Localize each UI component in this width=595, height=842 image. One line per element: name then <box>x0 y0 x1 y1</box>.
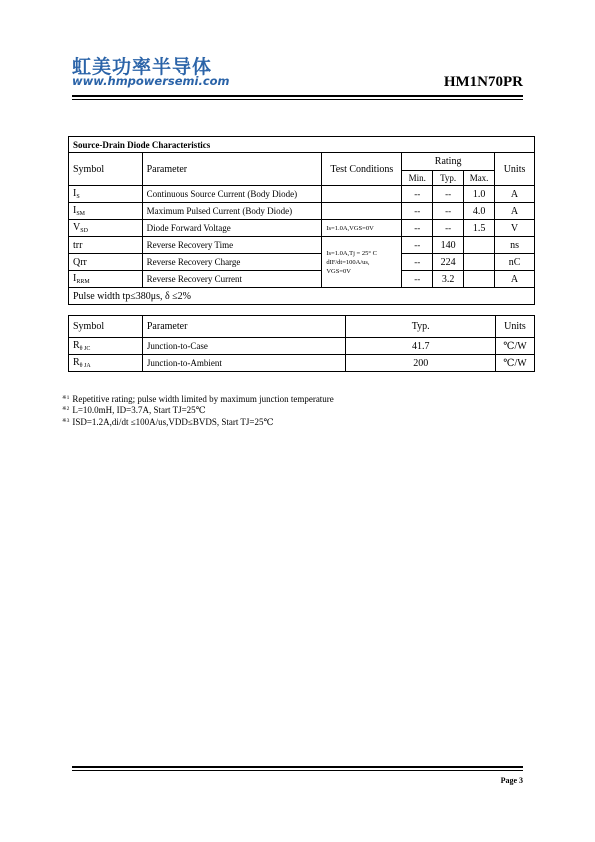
table-row <box>69 220 535 237</box>
header-typ: Typ. <box>433 171 464 186</box>
symbol-cell: $R_{\theta JC}$ <box>69 338 143 355</box>
unit-cell: A <box>495 186 535 203</box>
header-parameter: Parameter <box>142 153 322 186</box>
header-units: Units <box>495 153 535 186</box>
symbol-cell: $R_{\theta JA}$ <box>69 355 143 372</box>
condition-line: VGS=0V <box>326 267 351 275</box>
typ-cell: 140 <box>433 237 464 254</box>
unit-cell: ℃/W <box>496 338 535 355</box>
table-row <box>69 237 535 254</box>
min-cell: -- <box>402 237 433 254</box>
unit-cell: A <box>495 271 535 288</box>
symbol-cell: Qrr <box>69 254 143 271</box>
footer-rule-thin <box>72 770 523 771</box>
footnote <box>62 394 334 404</box>
company-url: www.hmpowersemi.com <box>72 74 230 88</box>
min-cell: -- <box>402 254 433 271</box>
header-parameter: Parameter <box>142 316 346 338</box>
typ-cell: -- <box>433 203 464 220</box>
condition-line: dIF/dt=100A/us, <box>326 258 370 266</box>
table-row <box>69 271 535 288</box>
footnote <box>62 417 274 428</box>
footnote-text: Repetitive rating; pulse width limited by maximum junction temperature <box>72 394 334 404</box>
unit-cell: V <box>495 220 535 237</box>
table-row <box>69 355 535 372</box>
typ-cell: 3.2 <box>433 271 464 288</box>
page-number: Page 3 <box>500 776 523 785</box>
typ-cell: 41.7 <box>346 338 496 355</box>
header-max: Max. <box>464 171 495 186</box>
parameter-cell: Reverse Recovery Time <box>142 237 322 254</box>
pulse-width-note: Pulse width tp≤380μs, δ ≤2% <box>69 288 535 305</box>
thermal-resistance-table <box>68 315 535 372</box>
table-title: Source-Drain Diode Characteristics <box>69 137 535 153</box>
min-cell: -- <box>402 220 433 237</box>
symbol-cell: trr <box>69 237 143 254</box>
conditions-cell: Is=1.0A,VGS=0V <box>322 220 402 237</box>
typ-cell: -- <box>433 220 464 237</box>
footnote-text: ISD=1.2A,di/dt ≤100A/us,VDD≤BVDS, Start TJ=25℃ <box>72 417 274 427</box>
max-cell <box>464 237 495 254</box>
max-cell <box>464 254 495 271</box>
parameter-cell: Diode Forward Voltage <box>142 220 322 237</box>
conditions-cell <box>322 186 402 203</box>
header-symbol: Symbol <box>69 153 143 186</box>
unit-cell: A <box>495 203 535 220</box>
parameter-cell: Maximum Pulsed Current (Body Diode) <box>142 203 322 220</box>
table-row <box>69 338 535 355</box>
part-number: HM1N70PR <box>443 74 523 90</box>
header-typ: Typ. <box>346 316 496 338</box>
conditions-cell <box>322 203 402 220</box>
conditions-cell <box>322 237 402 288</box>
unit-cell: ns <box>495 237 535 254</box>
parameter-cell: Reverse Recovery Current <box>142 271 322 288</box>
parameter-cell: Reverse Recovery Charge <box>142 254 322 271</box>
footnote-label: ※2 <box>62 406 70 412</box>
typ-cell: -- <box>433 186 464 203</box>
header-symbol: Symbol <box>69 316 143 338</box>
max-cell: 1.0 <box>464 186 495 203</box>
symbol-cell: $I_{RRM}$ <box>69 271 143 288</box>
typ-cell: 200 <box>346 355 496 372</box>
table-row <box>69 254 535 271</box>
max-cell: 1.5 <box>464 220 495 237</box>
footnote-label: ※3 <box>62 418 70 424</box>
header-test-conditions: Test Conditions <box>322 153 402 186</box>
min-cell: -- <box>402 271 433 288</box>
symbol-cell: $I_S$ <box>69 186 143 203</box>
header-rule-thin <box>72 99 523 100</box>
unit-cell: ℃/W <box>496 355 535 372</box>
min-cell: -- <box>402 203 433 220</box>
header-units: Units <box>496 316 535 338</box>
footer-rule-thick <box>72 766 523 768</box>
parameter-cell: Junction-to-Ambient <box>142 355 346 372</box>
symbol-cell: $I_{SM}$ <box>69 203 143 220</box>
parameter-cell: Junction-to-Case <box>142 338 346 355</box>
footnote <box>62 405 206 416</box>
max-cell: 4.0 <box>464 203 495 220</box>
company-logo-cn: 虹美功率半导体 <box>72 56 213 78</box>
symbol-cell: $V_{SD}$ <box>69 220 143 237</box>
min-cell: -- <box>402 186 433 203</box>
condition-line: Is=1.0A,Tj = 25° C <box>326 249 377 257</box>
unit-cell: nC <box>495 254 535 271</box>
header-rating: Rating <box>402 153 495 171</box>
footnote-label: ※1 <box>62 395 70 401</box>
max-cell <box>464 271 495 288</box>
header-rule-thick <box>72 95 523 97</box>
diode-characteristics-table <box>68 136 535 305</box>
table-row <box>69 203 535 220</box>
parameter-cell: Continuous Source Current (Body Diode) <box>142 186 322 203</box>
table-row <box>69 186 535 203</box>
header-min: Min. <box>402 171 433 186</box>
typ-cell: 224 <box>433 254 464 271</box>
footnote-text: L=10.0mH, ID=3.7A, Start TJ=25℃ <box>72 405 206 415</box>
